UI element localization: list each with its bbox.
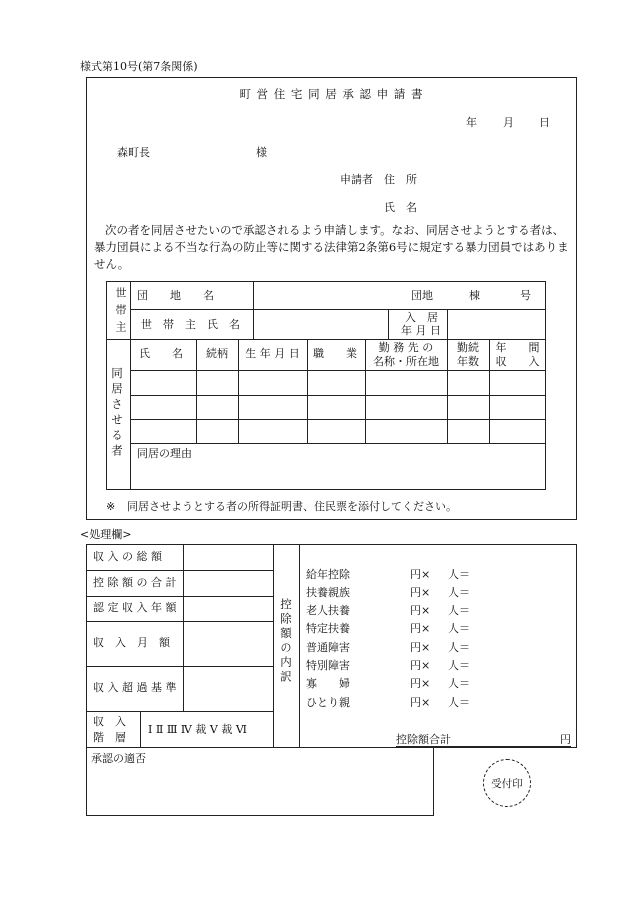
deduction-total-label: 控 除 額 の 合 計 — [93, 576, 177, 589]
income-tiers: Ⅰ Ⅱ Ⅲ Ⅳ 裁 Ⅴ 裁 Ⅵ — [148, 723, 247, 736]
income-tier-label-1: 収 入 — [93, 715, 126, 728]
persons-equals: 人＝ — [448, 622, 470, 635]
persons-equals: 人＝ — [448, 568, 470, 581]
header-birthdate: 生 年 月 日 — [245, 347, 300, 360]
deduction-item: 寡 婦 — [306, 677, 350, 690]
certified-income-label: 認 定 収 入 年 額 — [93, 601, 177, 614]
date-month: 月 — [503, 116, 514, 129]
cohabitants-section: 同居させる者 — [110, 367, 124, 460]
persons-equals: 人＝ — [448, 677, 470, 690]
honorific: 様 — [256, 146, 267, 159]
yen-unit: 円 — [560, 733, 571, 746]
addressee: 森町長 — [117, 146, 150, 159]
deduction-item: 普通障害 — [306, 641, 350, 654]
persons-equals: 人＝ — [448, 696, 470, 709]
deduction-item: 扶養親族 — [306, 586, 350, 599]
header-relationship: 続柄 — [206, 347, 228, 360]
total-income-label: 収 入 の 総 額 — [93, 550, 162, 563]
building-label: 棟 — [469, 289, 480, 302]
note-mark: ※ — [106, 500, 116, 513]
move-in-label-1: 入 居 — [405, 311, 438, 324]
persons-equals: 人＝ — [448, 659, 470, 672]
header-workplace-1: 勤 務 先 の — [378, 341, 434, 354]
complex-name-label: 団 地 名 — [137, 289, 214, 302]
applicant-name-label: 氏 名 — [384, 201, 417, 214]
reason-label: 同居の理由 — [137, 447, 192, 460]
date-year: 年 — [466, 116, 477, 129]
deduction-total-sum-label: 控除額合計 — [396, 733, 451, 746]
applicant-address-label: 住 所 — [384, 173, 417, 186]
form-title: 町 営 住 宅 同 居 承 認 申 請 書 — [239, 87, 424, 101]
excess-income-label: 収 入 超 過 基 準 — [93, 681, 177, 694]
processing-section-label: <処理欄> — [80, 528, 132, 541]
header-name: 氏 名 — [139, 347, 183, 360]
yen-times: 円× — [410, 696, 431, 709]
complex-label: 団地 — [411, 289, 433, 302]
household-head-section: 世帯主 — [114, 287, 127, 338]
monthly-income-label: 収 入 月 額 — [93, 636, 170, 649]
unit-number-label: 号 — [520, 289, 531, 302]
yen-times: 円× — [410, 568, 431, 581]
statement: 次の者を同居させたいので承認されるよう申請します。なお、同居させようとする者は、暴力団員による不当な行為の防止等に関する法律第2条第6号に規定する暴力団員ではありません。 — [94, 223, 569, 271]
yen-times: 円× — [410, 659, 431, 672]
income-tier-label-2: 階 層 — [93, 731, 126, 744]
persons-equals: 人＝ — [448, 604, 470, 617]
applicant-label: 申請者 — [340, 173, 373, 186]
header-tenure-1: 勤続 — [457, 341, 479, 354]
header-tenure-2: 年数 — [457, 355, 479, 368]
yen-times: 円× — [410, 586, 431, 599]
form-number: 様式第10号(第7条関係) — [80, 60, 198, 73]
deduction-item: 老人扶養 — [306, 604, 350, 617]
deduction-item: 給年控除 — [306, 568, 350, 581]
yen-times: 円× — [410, 677, 431, 690]
move-in-label-2: 年 月 日 — [401, 324, 441, 337]
persons-equals: 人＝ — [448, 641, 470, 654]
deduction-breakdown-label: 控除額の内訳 — [279, 598, 293, 685]
deduction-item: 特定扶養 — [306, 622, 350, 635]
yen-times: 円× — [410, 641, 431, 654]
header-annual-income-2: 収 入 — [495, 355, 540, 368]
persons-equals: 人＝ — [448, 586, 470, 599]
header-annual-income-1: 年 間 — [495, 341, 540, 354]
deduction-item: 特別障害 — [306, 659, 350, 672]
approval-label: 承認の適否 — [91, 752, 146, 765]
header-occupation: 職 業 — [313, 347, 357, 360]
reception-stamp: 受付印 — [483, 759, 531, 807]
deduction-item: ひとり親 — [306, 696, 350, 709]
header-workplace-2: 名称・所在地 — [373, 355, 439, 368]
yen-times: 円× — [410, 604, 431, 617]
attachment-note: 同居させようとする者の所得証明書、住民票を添付してください。 — [127, 500, 457, 513]
date-day: 日 — [539, 116, 550, 129]
yen-times: 円× — [410, 622, 431, 635]
household-head-name-label: 世 帯 主 氏 名 — [141, 318, 240, 331]
